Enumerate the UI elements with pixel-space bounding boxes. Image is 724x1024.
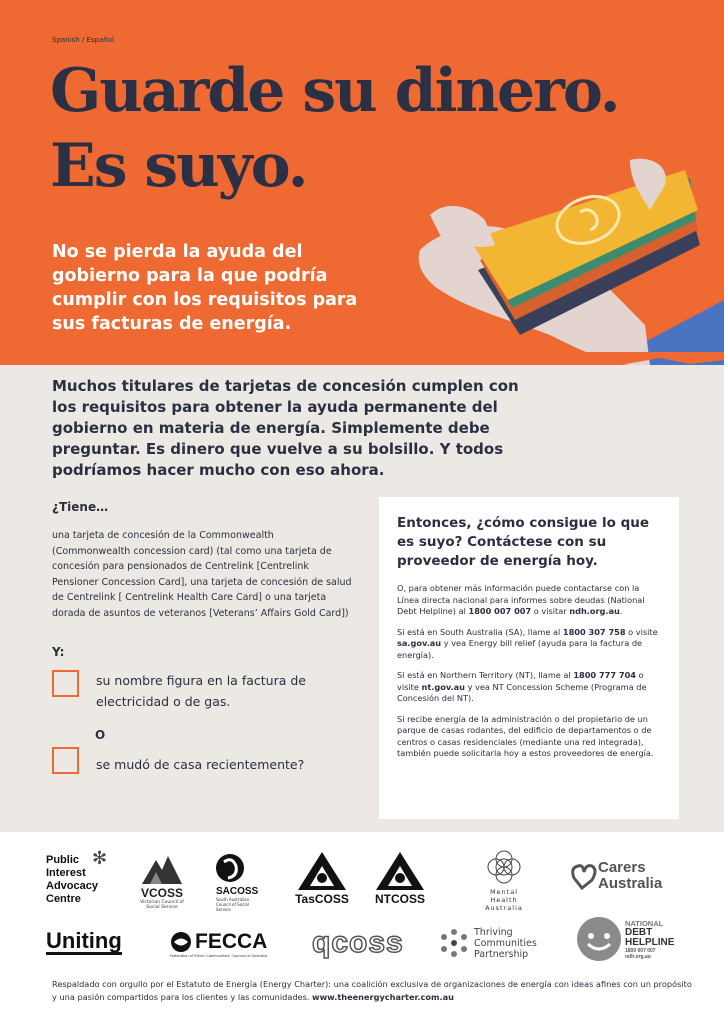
- nt-phone[interactable]: 1800 777 704: [573, 670, 636, 680]
- headline-line-2: Es suyo.: [50, 131, 307, 201]
- checklist-item-bill-name[interactable]: [52, 670, 336, 712]
- tascoss-triangle-icon: [296, 850, 348, 892]
- hero-banner: [0, 0, 724, 365]
- info-paragraph-nt: Si está en Northern Territory (NT), llame al 1800 777 704 o visite nt.gov.au y vea NT Concession Scheme (Programa de Concesión del NT).: [397, 670, 647, 703]
- energy-charter-link[interactable]: www.theenergycharter.com.au: [312, 992, 454, 1002]
- hand-holding-money-illustration: [400, 150, 724, 365]
- vcoss-mountain-icon: [140, 852, 184, 886]
- ntcoss-logo-text: NTCOSS: [374, 892, 425, 906]
- helpline-phone[interactable]: 1800 007 007: [468, 606, 532, 616]
- sacoss-logo-subtext: South Australian Council of Social Service: [216, 897, 250, 912]
- sa-phone[interactable]: 1800 307 758: [562, 626, 626, 637]
- carers-logo-text: Carers Australia: [598, 859, 663, 892]
- sacoss-logo: [216, 850, 262, 912]
- piac-logo: [46, 848, 118, 906]
- info-paragraph-sa: Si está en South Australia (SA), llame al 1800 307 758 o visite sa.gov.au y vea Energy bill relief (ayuda para la factura de energía).: [397, 626, 658, 660]
- thriving-logo-text: Thriving Communities Partnership: [474, 926, 537, 960]
- headline-line-1: Guarde su dinero.: [50, 56, 619, 126]
- mha-logo-text: Mental Health Australia: [485, 888, 523, 912]
- sacoss-logo-text: SACOSS: [216, 886, 259, 897]
- tiene-heading: ¿Tiene…: [52, 500, 109, 514]
- ndh-web: ndh.org.au: [625, 953, 651, 960]
- checklist-item-label: su nombre figura en la factura de electricidad o de gas.: [96, 673, 306, 709]
- qcoss-logo-text: qcoss: [312, 926, 404, 959]
- checklist-item-moved-house[interactable]: [52, 747, 336, 775]
- checkbox[interactable]: [52, 747, 79, 774]
- qcoss-logo: [312, 926, 404, 960]
- nt-web-link[interactable]: nt.gov.au: [421, 681, 465, 692]
- thriving-flower-icon: [438, 926, 470, 960]
- sa-web-link[interactable]: sa.gov.au: [397, 638, 442, 648]
- checklist-item-label: se mudó de casa recientemente?: [96, 757, 305, 772]
- asterisk-icon: ✻: [92, 848, 108, 869]
- fecca-globe-icon: [170, 931, 192, 953]
- tascoss-logo-text: TasCOSS: [295, 892, 349, 906]
- checkbox[interactable]: [52, 670, 79, 697]
- ntcoss-logo: [368, 850, 432, 906]
- language-label: Spanish / Español: [52, 36, 114, 44]
- fecca-logo: [170, 930, 290, 958]
- ndh-line-2: DEBT: [625, 926, 653, 938]
- carers-australia-logo: [568, 860, 674, 892]
- contact-info-box: [379, 497, 679, 819]
- ndh-line-3: HELPLINE: [625, 936, 675, 948]
- info-paragraph-helpline: O, para obtener más información puede contactarse con la Línea directa nacional para informes sobre deudas (National Debt Helpline) al 1800 007 007 o visitar ndh.org.au.: [397, 583, 645, 616]
- carers-heart-icon: [568, 860, 598, 892]
- vcoss-logo-text: VCOSS: [140, 886, 183, 900]
- piac-logo-text: Public Interest Advocacy Centre: [46, 854, 98, 905]
- helpline-web-link[interactable]: ndh.org.au: [569, 606, 620, 616]
- fecca-logo-text: FECCA: [195, 930, 268, 953]
- concession-card-text: una tarjeta de concesión de la Commonwealth (Commonwealth concession card) (tal como una tarjeta de concesión para pensionados de Centrelink [Centrelink Pensioner Concession Card], una tarjeta de concesión de salud de Centrelink [ Centrelink Health Care Card] o una tarjeta dorada de asuntos de veteranos [Veterans’ Affairs Gold Card]): [52, 530, 352, 619]
- national-debt-helpline-logo: [576, 916, 674, 962]
- vcoss-logo: [138, 852, 186, 910]
- torn-edge-divider: [0, 352, 724, 365]
- footer-text: Respaldado con orgullo por el Estatuto de Energía (Energy Charter): una coalición exclusiva de organizaciones de energía con ideas afines con un propósito y una pasión compartidos para los clientes y las comunidades. www.theenergycharter.com.au: [52, 979, 692, 1002]
- thriving-communities-logo: [438, 926, 554, 960]
- info-paragraph-embedded-network: Si recibe energía de la administración o del propietario de un parque de casas rodantes, del edificio de departamentos o de centros o casas residenciales (mediante una red integrada), también puede solicitarla hoy a estos proveedores de energía.: [397, 713, 654, 758]
- info-heading: Entonces, ¿cómo consigue lo que es suyo? Contáctese con su proveedor de energía hoy.: [397, 515, 650, 569]
- ndh-line-1: NATIONAL: [625, 918, 664, 928]
- tascoss-logo: [290, 850, 354, 906]
- intro-paragraph: Muchos titulares de tarjetas de concesión cumplen con los requisitos para obtener la ayuda permanente del gobierno en materia de energía. Simplemente debe preguntar. Es dinero que vuelve a su bolsillo. Y todos podríamos hacer mucho con eso ahora.: [52, 377, 519, 479]
- sacoss-figure-icon: [216, 850, 246, 886]
- ndh-phone: 1800 007 007: [625, 947, 656, 954]
- vcoss-logo-subtext: Victorian Council of Social Service: [140, 900, 184, 910]
- ntcoss-triangle-icon: [374, 850, 426, 892]
- fecca-logo-subtext: Federation of Ethnic Communities' Councils of Australia: [170, 954, 268, 958]
- and-label: Y:: [52, 645, 65, 659]
- subheadline: No se pierda la ayuda del gobierno para la que podría cumplir con los requisitos para sus facturas de energía.: [52, 242, 358, 334]
- mental-health-australia-logo: [468, 846, 540, 912]
- uniting-logo: [46, 930, 122, 955]
- mha-flower-icon: [483, 846, 525, 888]
- uniting-logo-text: Uniting: [46, 928, 122, 953]
- partner-logos-section: [0, 832, 724, 1024]
- ndh-smile-icon: [576, 916, 622, 962]
- eligibility-section: [52, 500, 352, 621]
- or-label: O: [95, 728, 106, 742]
